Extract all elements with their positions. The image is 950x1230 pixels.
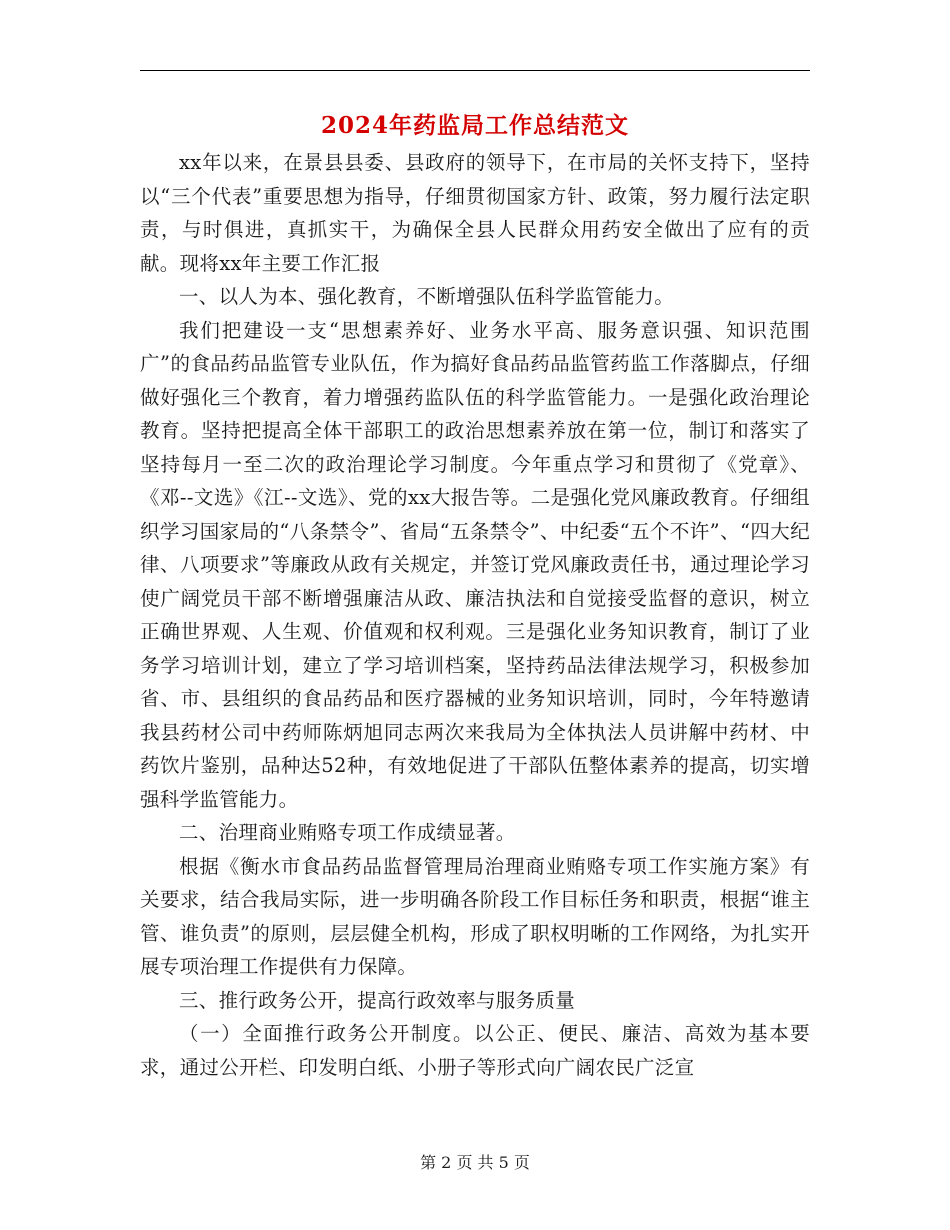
section-heading-1: 一、以人为本、强化教育，不断增强队伍科学监管能力。 — [179, 285, 675, 308]
document-body — [140, 146, 810, 1084]
document-title: 2024年药监局工作总结范文 — [320, 112, 629, 139]
paragraph-section-3-1: （一）全面推行政务公开制度。以公正、便民、廉洁、高效为基本要求，通过公开栏、印发明白纸、小册子等形式向广阔农民广泛宣 — [140, 1022, 810, 1079]
section-heading-3: 三、推行政务公开，提高行政效率与服务质量 — [179, 988, 576, 1012]
paragraph-section-1: 我们把建设一支“思想素养好、业务水平高、服务意识强、知识范围广”的食品药品监管专业队伍，作为搞好食品药品监管药监工作落脚点，仔细做好强化三个教育，着力增强药监队伍的科学监管能力。一是强化政治理论教育。坚持把提高全体干部职工的政治思想素养放在第一位，制订和落实了坚持每月一至二次的政治理论学习制度。今年重点学习和贯彻了《党章》、《邓--文选》《江--文选》、党的xx大报告等。二是强化党风廉政教育。仔细组织学习国家局的“八条禁令”、省局“五条禁令”、中纪委“五个不许”、“四大纪律、八项要求”等廉政从政有关规定，并签订党风廉政责任书，通过理论学习使广阔党员干部不断增强廉洁从政、廉洁执法和自觉接受监督的意识，树立正确世界观、人生观、价值观和权利观。三是强化业务知识教育，制订了业务学习培训计划，建立了学习培训档案，坚持药品法律法规学习，积极参加省、市、县组织的食品药品和医疗器械的业务知识培训，同时，今年特邀请我县药材公司中药师陈炳旭同志两次来我局为全体执法人员讲解中药材、中药饮片鉴别，品种达52种，有效地促进了干部队伍整体素养的提高，切实增强科学监管能力。 — [140, 318, 810, 811]
page-number-label: 第 2 页 共 5 页 — [420, 1153, 530, 1172]
header-rule — [140, 70, 810, 71]
paragraph-intro: xx年以来，在景县县委、县政府的领导下，在市局的关怀支持下，坚持以“三个代表”重要思想为指导，仔细贯彻国家方针、政策，努力履行法定职责，与时俱进，真抓实干，为确保全县人民群众用药安全做出了应有的贡献。现将xx年主要工作汇报 — [140, 151, 810, 275]
paragraph-section-2: 根据《衡水市食品药品监督管理局治理商业贿赂专项工作实施方案》有关要求，结合我局实际，进一步明确各阶段工作目标任务和职责，根据“谁主管、谁负责”的原则，层层健全机构，形成了职权明晰的工作网络，为扎实开展专项治理工作提供有力保障。 — [140, 854, 810, 978]
section-heading-2: 二、治理商业贿赂专项工作成绩显著。 — [179, 821, 516, 844]
page-footer — [0, 1151, 950, 1175]
